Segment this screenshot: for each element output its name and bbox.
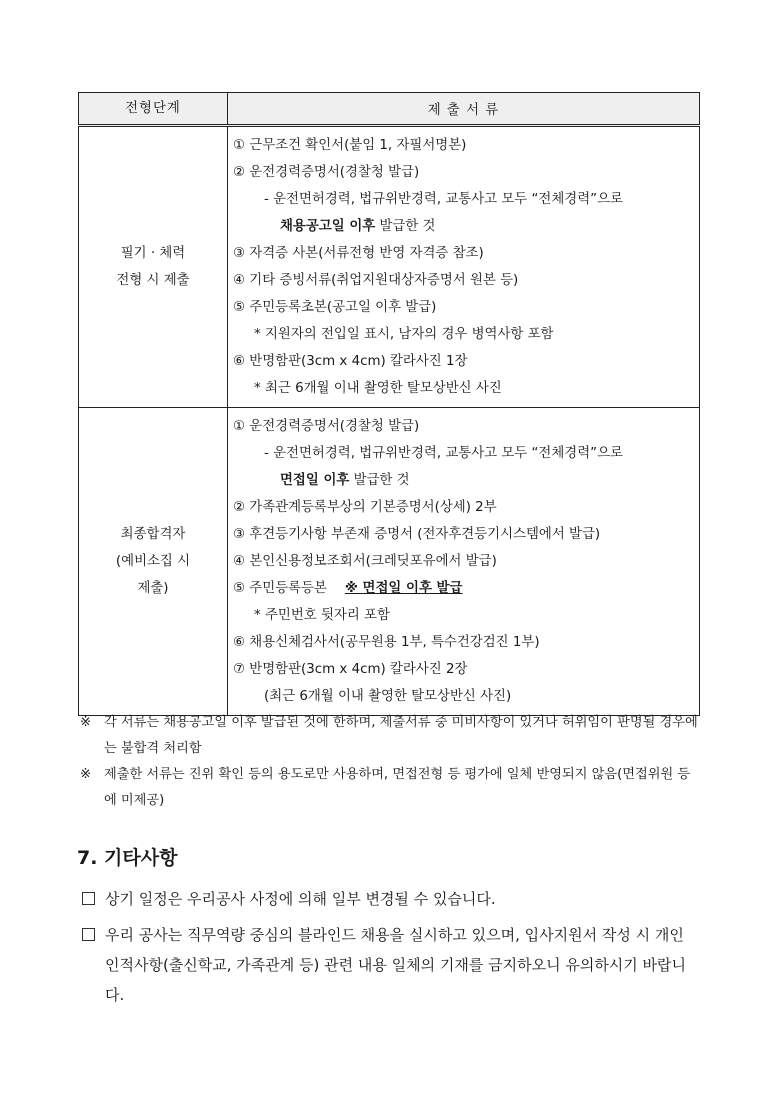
document-subitem	[228, 467, 699, 494]
document-item: ⑥ 반명함판(3cm x 4cm) 칼라사진 1장	[233, 354, 468, 369]
document-note: * 주민번호 뒷자리 포함	[254, 608, 390, 623]
document-item: ⑥ 채용신체검사서(공무원용 1부, 특수건강검진 1부)	[233, 635, 540, 650]
required-documents-table	[78, 92, 700, 716]
document-item: ② 운전경력증명서(경찰청 발급)	[233, 165, 420, 180]
stage-line: (예비소집 시	[115, 554, 191, 569]
note-item	[80, 710, 700, 762]
document-subitem	[228, 213, 699, 240]
header-stage: 전형단계	[79, 93, 228, 126]
notes-block	[80, 710, 700, 814]
document-subitem-text: 발급한 것	[349, 473, 410, 488]
note-text: 제출한 서류는 진위 확인 등의 용도로만 사용하며, 면접전형 등 평가에 일체 반영되지 않음(면접위원 등에 미제공)	[104, 767, 691, 808]
document-item: ④ 본인신용정보조회서(크레딧포유에서 발급)	[233, 554, 497, 569]
stage-cell	[79, 408, 228, 716]
document-subitem-text: 발급한 것	[375, 219, 436, 234]
table-header-row	[79, 93, 700, 126]
document-note: (최근 6개월 이내 촬영한 탈모상반신 사진)	[264, 689, 512, 704]
checkbox-square-icon	[82, 892, 95, 905]
document-item-text: ⑤ 주민등록등본	[233, 581, 327, 596]
document-item: ③ 후견등기사항 부존재 증명서 (전자후견등기시스템에서 발급)	[233, 527, 601, 542]
stage-line: 전형 시 제출	[116, 273, 190, 288]
header-documents: 제 출 서 류	[228, 93, 700, 126]
list-item-text: 상기 일정은 우리공사 사정에 의해 일부 변경될 수 있습니다.	[105, 890, 496, 908]
checkbox-square-icon	[82, 928, 95, 941]
list-item	[80, 920, 700, 1010]
document-item: ⑤ 주민등록초본(공고일 이후 발급)	[233, 300, 437, 315]
list-item	[80, 884, 700, 914]
stage-line: 최종합격자	[120, 527, 186, 542]
document-item: ③ 자격증 사본(서류전형 반영 자격증 참조)	[233, 246, 484, 261]
documents-cell	[228, 126, 700, 408]
document-note: * 지원자의 전입일 표시, 남자의 경우 병역사항 포함	[254, 327, 554, 342]
note-text: 각 서류는 채용공고일 이후 발급된 것에 한하며, 제출서류 중 미비사항이 있거나 허위임이 판명될 경우에는 불합격 처리함	[104, 715, 698, 756]
list-item-text: 우리 공사는 직무역량 중심의 블라인드 채용을 실시하고 있으며, 입사지원서 작성 시 개인 인적사항(출신학교, 가족관계 등) 관련 내용 일체의 기재를 금지하오니 유의하시기 바랍니다.	[105, 926, 687, 1004]
stage-cell	[79, 126, 228, 408]
document-item: ⑦ 반명함판(3cm x 4cm) 칼라사진 2장	[233, 662, 468, 677]
table-row	[79, 408, 700, 716]
emphasis-text: 면접일 이후	[280, 473, 350, 488]
emphasis-text: ※ 면접일 이후 발급	[344, 581, 463, 596]
other-matters-list	[80, 884, 700, 1010]
document-item: ④ 기타 증빙서류(취업지원대상자증명서 원본 등)	[233, 273, 519, 288]
reference-mark: ※	[80, 715, 92, 730]
stage-line: 제출)	[137, 581, 169, 596]
section-title: 7. 기타사항	[77, 847, 178, 869]
document-subitem: - 운전면허경력, 법규위반경력, 교통사고 모두 “전체경력”으로	[264, 446, 623, 461]
document-note: * 최근 6개월 이내 촬영한 탈모상반신 사진	[254, 381, 502, 396]
document-item: ① 근무조건 확인서(붙임 1, 자필서명본)	[233, 138, 467, 153]
document-item	[228, 575, 699, 602]
stage-line: 필기 · 체력	[120, 246, 186, 261]
reference-mark: ※	[80, 767, 92, 782]
note-item	[80, 762, 700, 814]
document-item: ② 가족관계등록부상의 기본증명서(상세) 2부	[233, 500, 497, 515]
document-subitem: - 운전면허경력, 법규위반경력, 교통사고 모두 “전체경력”으로	[264, 192, 623, 207]
table-row	[79, 126, 700, 408]
documents-cell	[228, 408, 700, 716]
document-item: ① 운전경력증명서(경찰청 발급)	[233, 419, 420, 434]
emphasis-text: 채용공고일 이후	[280, 219, 376, 234]
